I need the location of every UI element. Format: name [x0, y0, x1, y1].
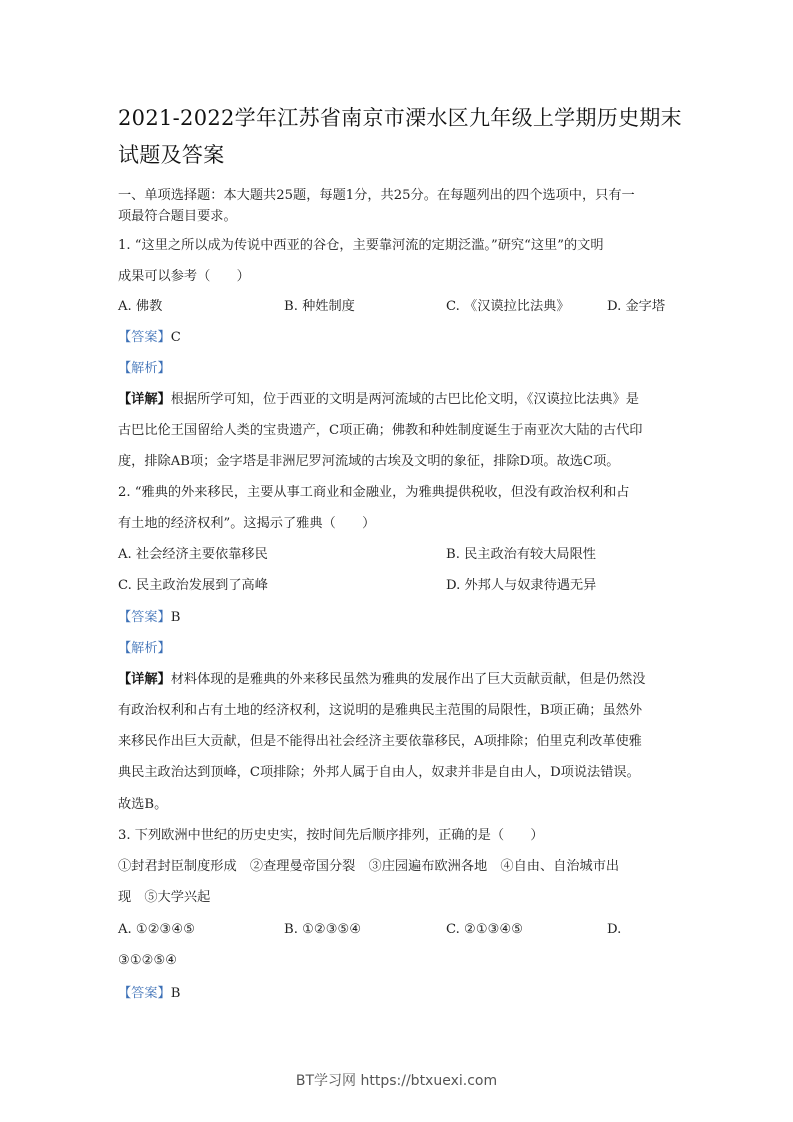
q2-detail-line-2: 有政治权利和占有土地的经济权利，这说明的是雅典民主范围的局限性，B项正确；虽然外: [118, 703, 642, 718]
answer-value: C: [170, 330, 181, 345]
q1-option-a: A. 佛教: [118, 299, 163, 314]
q2-option-c: C. 民主政治发展到了高峰: [118, 578, 268, 593]
q1-detail-line-3: 度，排除AB项；金字塔是非洲尼罗河流域的古埃及文明的象征，排除D项。故选C项。: [118, 454, 620, 469]
q2-option-d: D. 外邦人与奴隶待遇无异: [446, 578, 597, 593]
answer-value: B: [170, 986, 181, 1001]
section-intro-line-1: 一、单项选择题：本大题共25题，每题1分，共25分。在每题列出的四个选项中，只有一: [118, 188, 635, 203]
q3-answer: [118, 984, 180, 1004]
document-title: [118, 100, 688, 174]
q1-stem-line-1: 1. “这里之所以成为传说中西亚的谷仓，主要靠河流的定期泛滥。”研究“这里”的文明: [118, 238, 604, 253]
q1-stem-line-2: 成果可以参考（ ）: [118, 269, 250, 284]
title-line-1: 2021-2022学年江苏省南京市溧水区九年级上学期历史期末: [118, 106, 682, 130]
answer-value: B: [170, 610, 181, 625]
q1-option-d: D. 金字塔: [607, 299, 666, 314]
q2-option-a: A. 社会经济主要依靠移民: [118, 547, 268, 562]
q3-stem-line-1: 3. 下列欧洲中世纪的历史史实，按时间先后顺序排列，正确的是（ ）: [118, 828, 544, 843]
q3-option-b: B. ①②③⑤④: [284, 922, 362, 937]
q1-answer: [118, 328, 181, 348]
detail-text: 根据所学可知，位于西亚的文明是两河流域的古巴比伦文明，《汉谟拉比法典》是: [170, 392, 639, 407]
q2-answer: [118, 608, 180, 628]
footer-watermark: BT学习网 https://btxuexi.com: [295, 1073, 498, 1089]
q3-option-c: C. ②①③④⑤: [446, 922, 524, 937]
q2-option-b: B. 民主政治有较大局限性: [446, 547, 596, 562]
q1-detail-line-1: [118, 390, 639, 410]
q2-detail-line-1: [118, 670, 646, 690]
q2-detail-line-5: 故选B。: [118, 797, 168, 812]
q1-analysis-label: 【解析】: [118, 361, 171, 376]
title-line-2: 试题及答案: [118, 143, 225, 167]
q3-items-line-1: ①封君封臣制度形成 ②查理曼帝国分裂 ③庄园遍布欧洲各地 ④自由、自治城市出: [118, 859, 620, 874]
q3-items-line-2: 现 ⑤大学兴起: [118, 890, 211, 905]
q1-detail-line-2: 古巴比伦王国留给人类的宝贵遗产，C项正确；佛教和种姓制度诞生于南亚次大陆的古代印: [118, 423, 643, 438]
q3-option-a: A. ①②③④⑤: [118, 922, 196, 937]
q3-option-d-value: ③①②⑤④: [118, 953, 178, 968]
q1-option-c: C. 《汉谟拉比法典》: [446, 299, 570, 314]
q3-option-d: D.: [607, 922, 622, 937]
answer-label: 【答案】: [118, 610, 171, 625]
q2-analysis-label: 【解析】: [118, 641, 171, 656]
q2-stem-line-1: 2. “雅典的外来移民，主要从事工商业和金融业，为雅典提供税收，但没有政治权利和占: [118, 485, 630, 500]
q2-detail-line-4: 典民主政治达到顶峰，C项排除；外邦人属于自由人，奴隶并非是自由人，D项说法错误。: [118, 765, 640, 780]
q2-detail-line-3: 来移民作出巨大贡献，但是不能得出社会经济主要依靠移民，A项排除；伯里克利改革使雅: [118, 734, 642, 749]
detail-label: 【详解】: [118, 672, 171, 687]
answer-label: 【答案】: [118, 330, 171, 345]
detail-label: 【详解】: [118, 392, 171, 407]
section-intro-line-2: 项最符合题目要求。: [118, 209, 237, 224]
q1-option-b: B. 种姓制度: [284, 299, 355, 314]
answer-label: 【答案】: [118, 986, 171, 1001]
detail-text: 材料体现的是雅典的外来移民虽然为雅典的发展作出了巨大贡献贡献，但是仍然没: [170, 672, 646, 687]
q2-stem-line-2: 有土地的经济权利”。这揭示了雅典（ ）: [118, 516, 376, 531]
